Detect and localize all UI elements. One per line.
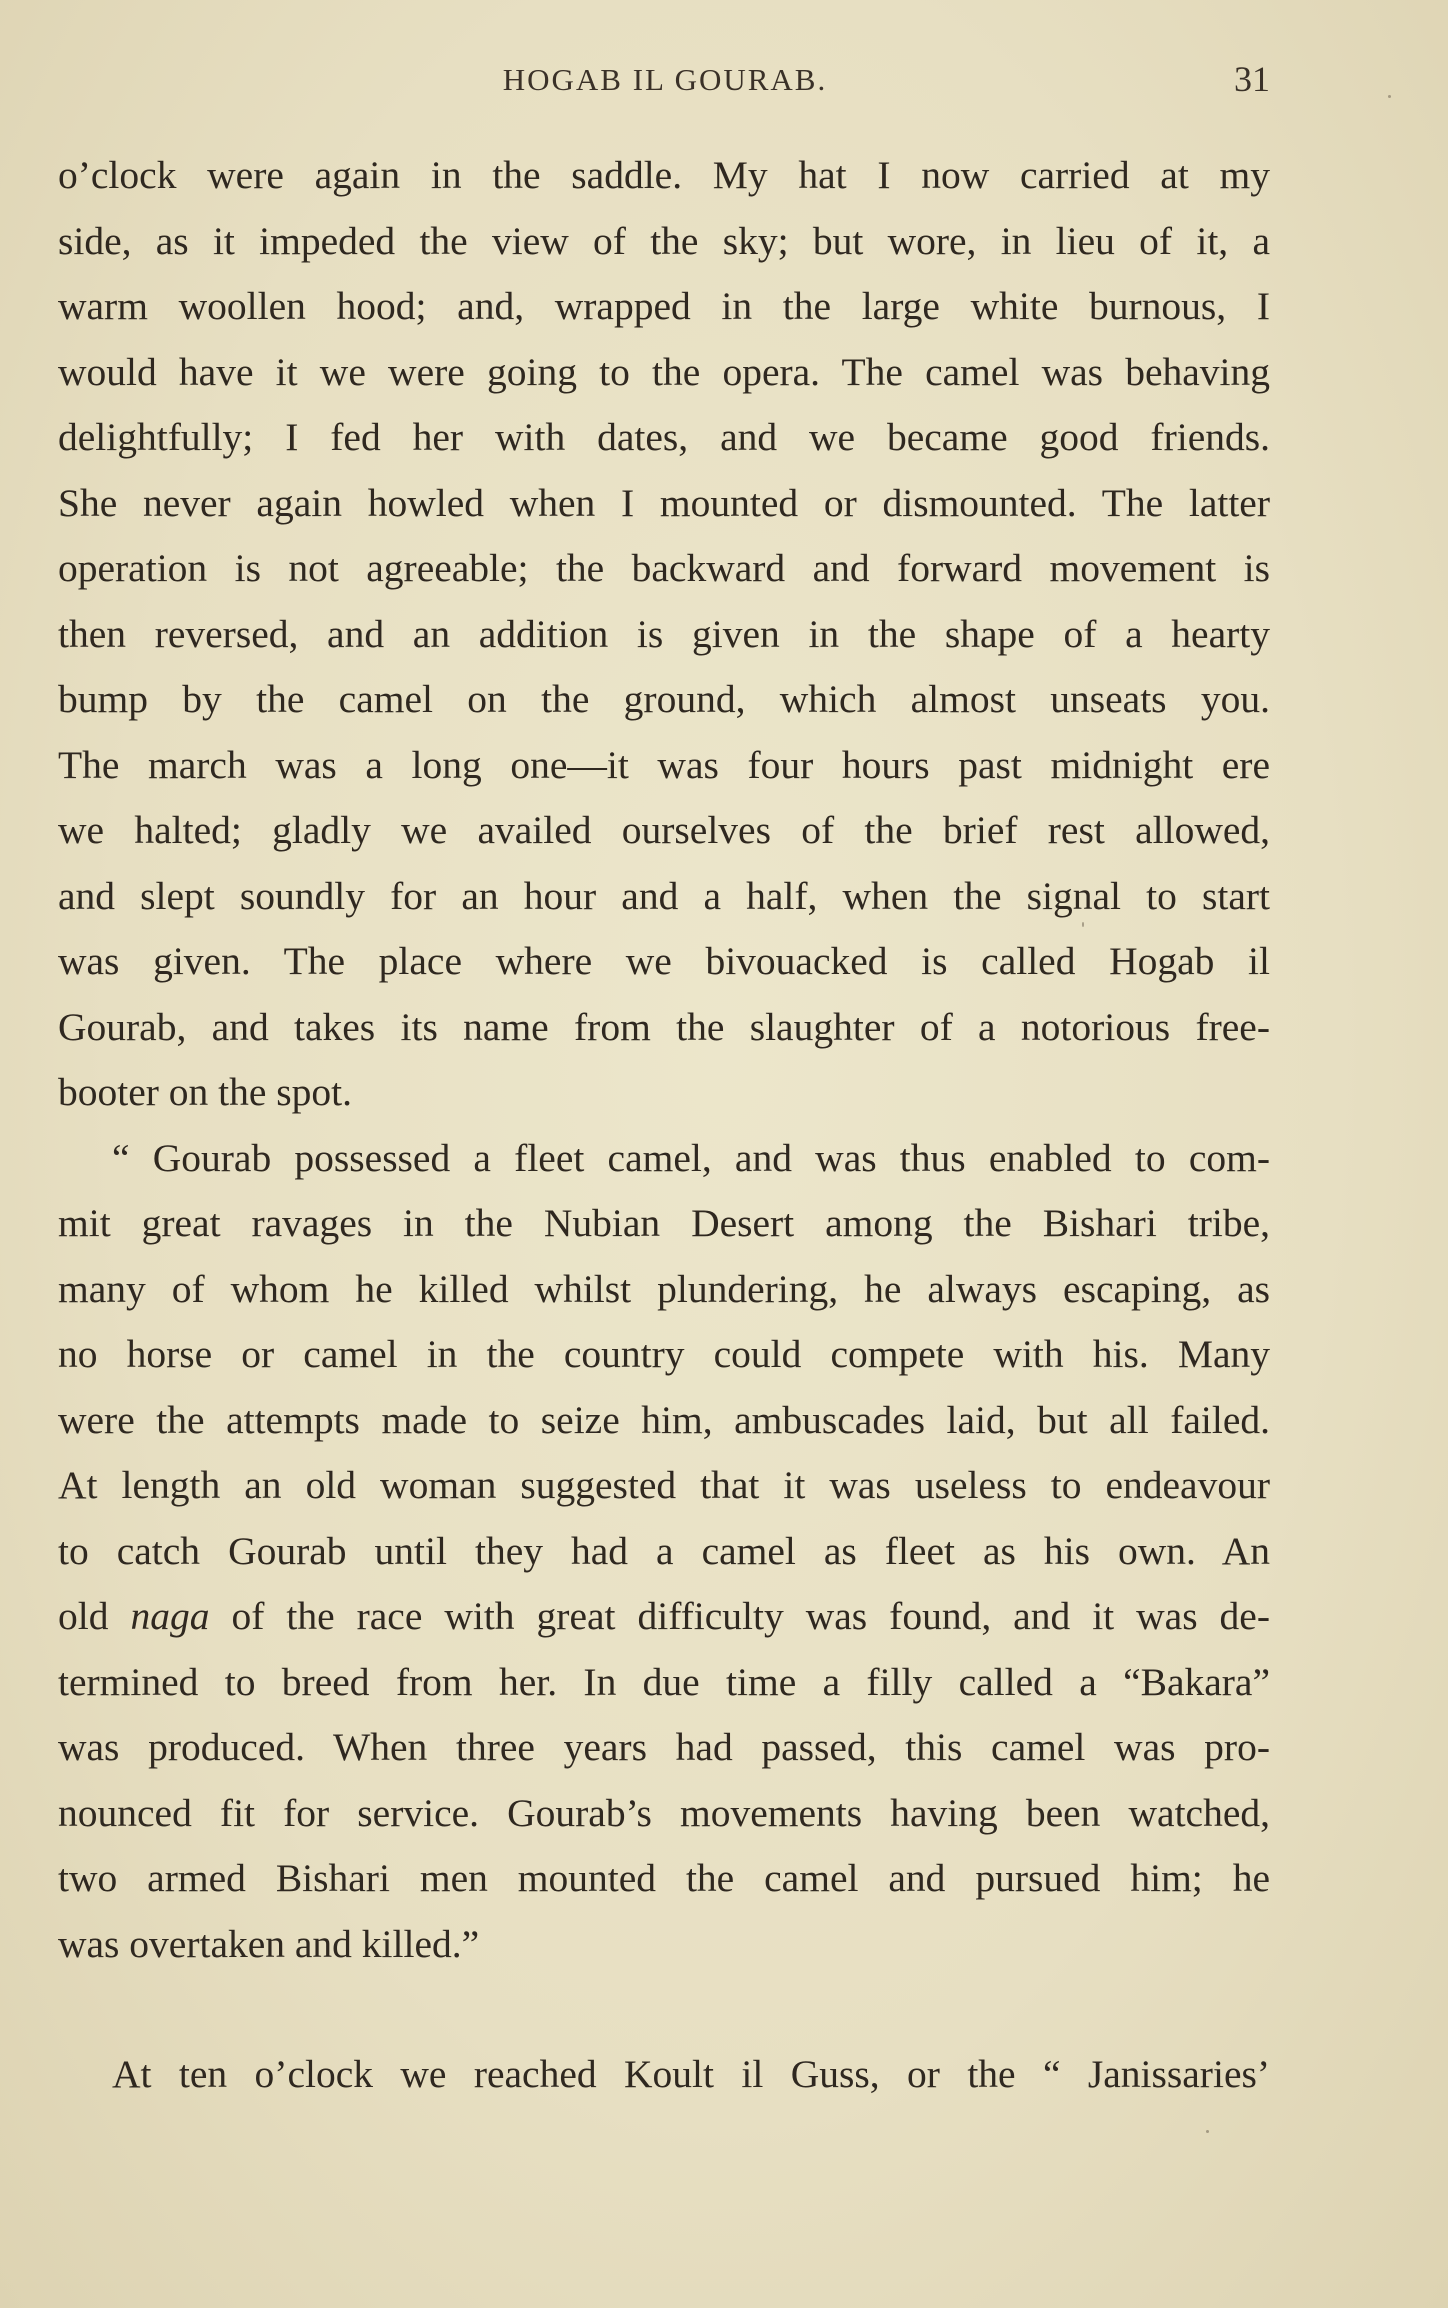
text-line: and slept soundly for an hour and a half, when the signal to start	[58, 873, 1270, 918]
text-line: bump by the camel on the ground, which almost unseats you.	[58, 677, 1270, 721]
text-run: of the race with great difficulty was found, and it was de-	[209, 1594, 1270, 1638]
text-run: old	[58, 1594, 131, 1638]
paragraph-3	[58, 2042, 1270, 2108]
paragraph-2	[58, 1126, 1270, 1978]
paper-speck	[1082, 922, 1084, 927]
text-line: was produced. When three years had passed, this camel was pro-	[58, 1725, 1270, 1769]
text-line: would have it we were going to the opera. The camel was behaving	[58, 349, 1270, 394]
text-line: two armed Bishari men mounted the camel and pursued him; he	[58, 1856, 1270, 1900]
running-head: HOGAB IL GOURAB.	[502, 62, 828, 97]
text-line: “ Gourab possessed a fleet camel, and was thus enabled to com-	[112, 1135, 1270, 1180]
text-line: was given. The place where we bivouacked is called Hogab il	[58, 939, 1270, 983]
italic-word: naga	[130, 1594, 210, 1638]
text-line: booter on the spot.	[58, 1070, 353, 1114]
text-line: we halted; gladly we availed ourselves of the brief rest allowed,	[58, 808, 1270, 852]
text-line: o’clock were again in the saddle. My hat I now carried at my	[58, 153, 1270, 197]
text-line: many of whom he killed whilst plundering, he always escaping, as	[58, 1266, 1270, 1311]
page-number: 31	[1234, 59, 1270, 99]
text-line: She never again howled when I mounted or dismounted. The latter	[58, 480, 1270, 525]
body-text	[58, 143, 1270, 2108]
text-line: was overtaken and killed.”	[58, 1921, 480, 1966]
text-line: side, as it impeded the view of the sky; but wore, in lieu of it, a	[58, 218, 1270, 263]
text-line: operation is not agreeable; the backward and forward movement is	[58, 546, 1270, 590]
text-line: were the attempts made to seize him, ambuscades laid, but all failed.	[58, 1397, 1270, 1442]
paper-speck	[1206, 2130, 1209, 2133]
text-line: to catch Gourab until they had a camel as fleet as his own. An	[58, 1528, 1270, 1573]
text-line: mit great ravages in the Nubian Desert among the Bishari tribe,	[58, 1201, 1270, 1245]
text-line: no horse or camel in the country could compete with his. Many	[58, 1332, 1270, 1376]
text-line: At ten o’clock we reached Koult il Guss, or the “ Janissaries’	[112, 2052, 1270, 2096]
text-line: then reversed, and an addition is given in the shape of a hearty	[58, 611, 1270, 656]
text-line	[58, 1584, 1270, 1650]
text-line: termined to breed from her. In due time a filly called a “Bakara”	[58, 1659, 1270, 1704]
text-line: At length an old woman suggested that it was useless to endeavour	[58, 1463, 1270, 1507]
paper-speck	[1388, 95, 1391, 98]
text-line: nounced fit for service. Gourab’s movements having been watched,	[58, 1790, 1270, 1835]
text-line: warm woollen hood; and, wrapped in the large white burnous, I	[58, 284, 1270, 328]
paragraph-1	[58, 143, 1270, 1126]
text-line: delightfully; I fed her with dates, and we became good friends.	[58, 415, 1270, 459]
page-header	[60, 58, 1270, 108]
text-line: The march was a long one—it was four hours past midnight ere	[58, 742, 1270, 787]
paragraph-gap	[58, 1977, 1270, 2042]
text-line: Gourab, and takes its name from the slaughter of a notorious free-	[58, 1004, 1270, 1049]
